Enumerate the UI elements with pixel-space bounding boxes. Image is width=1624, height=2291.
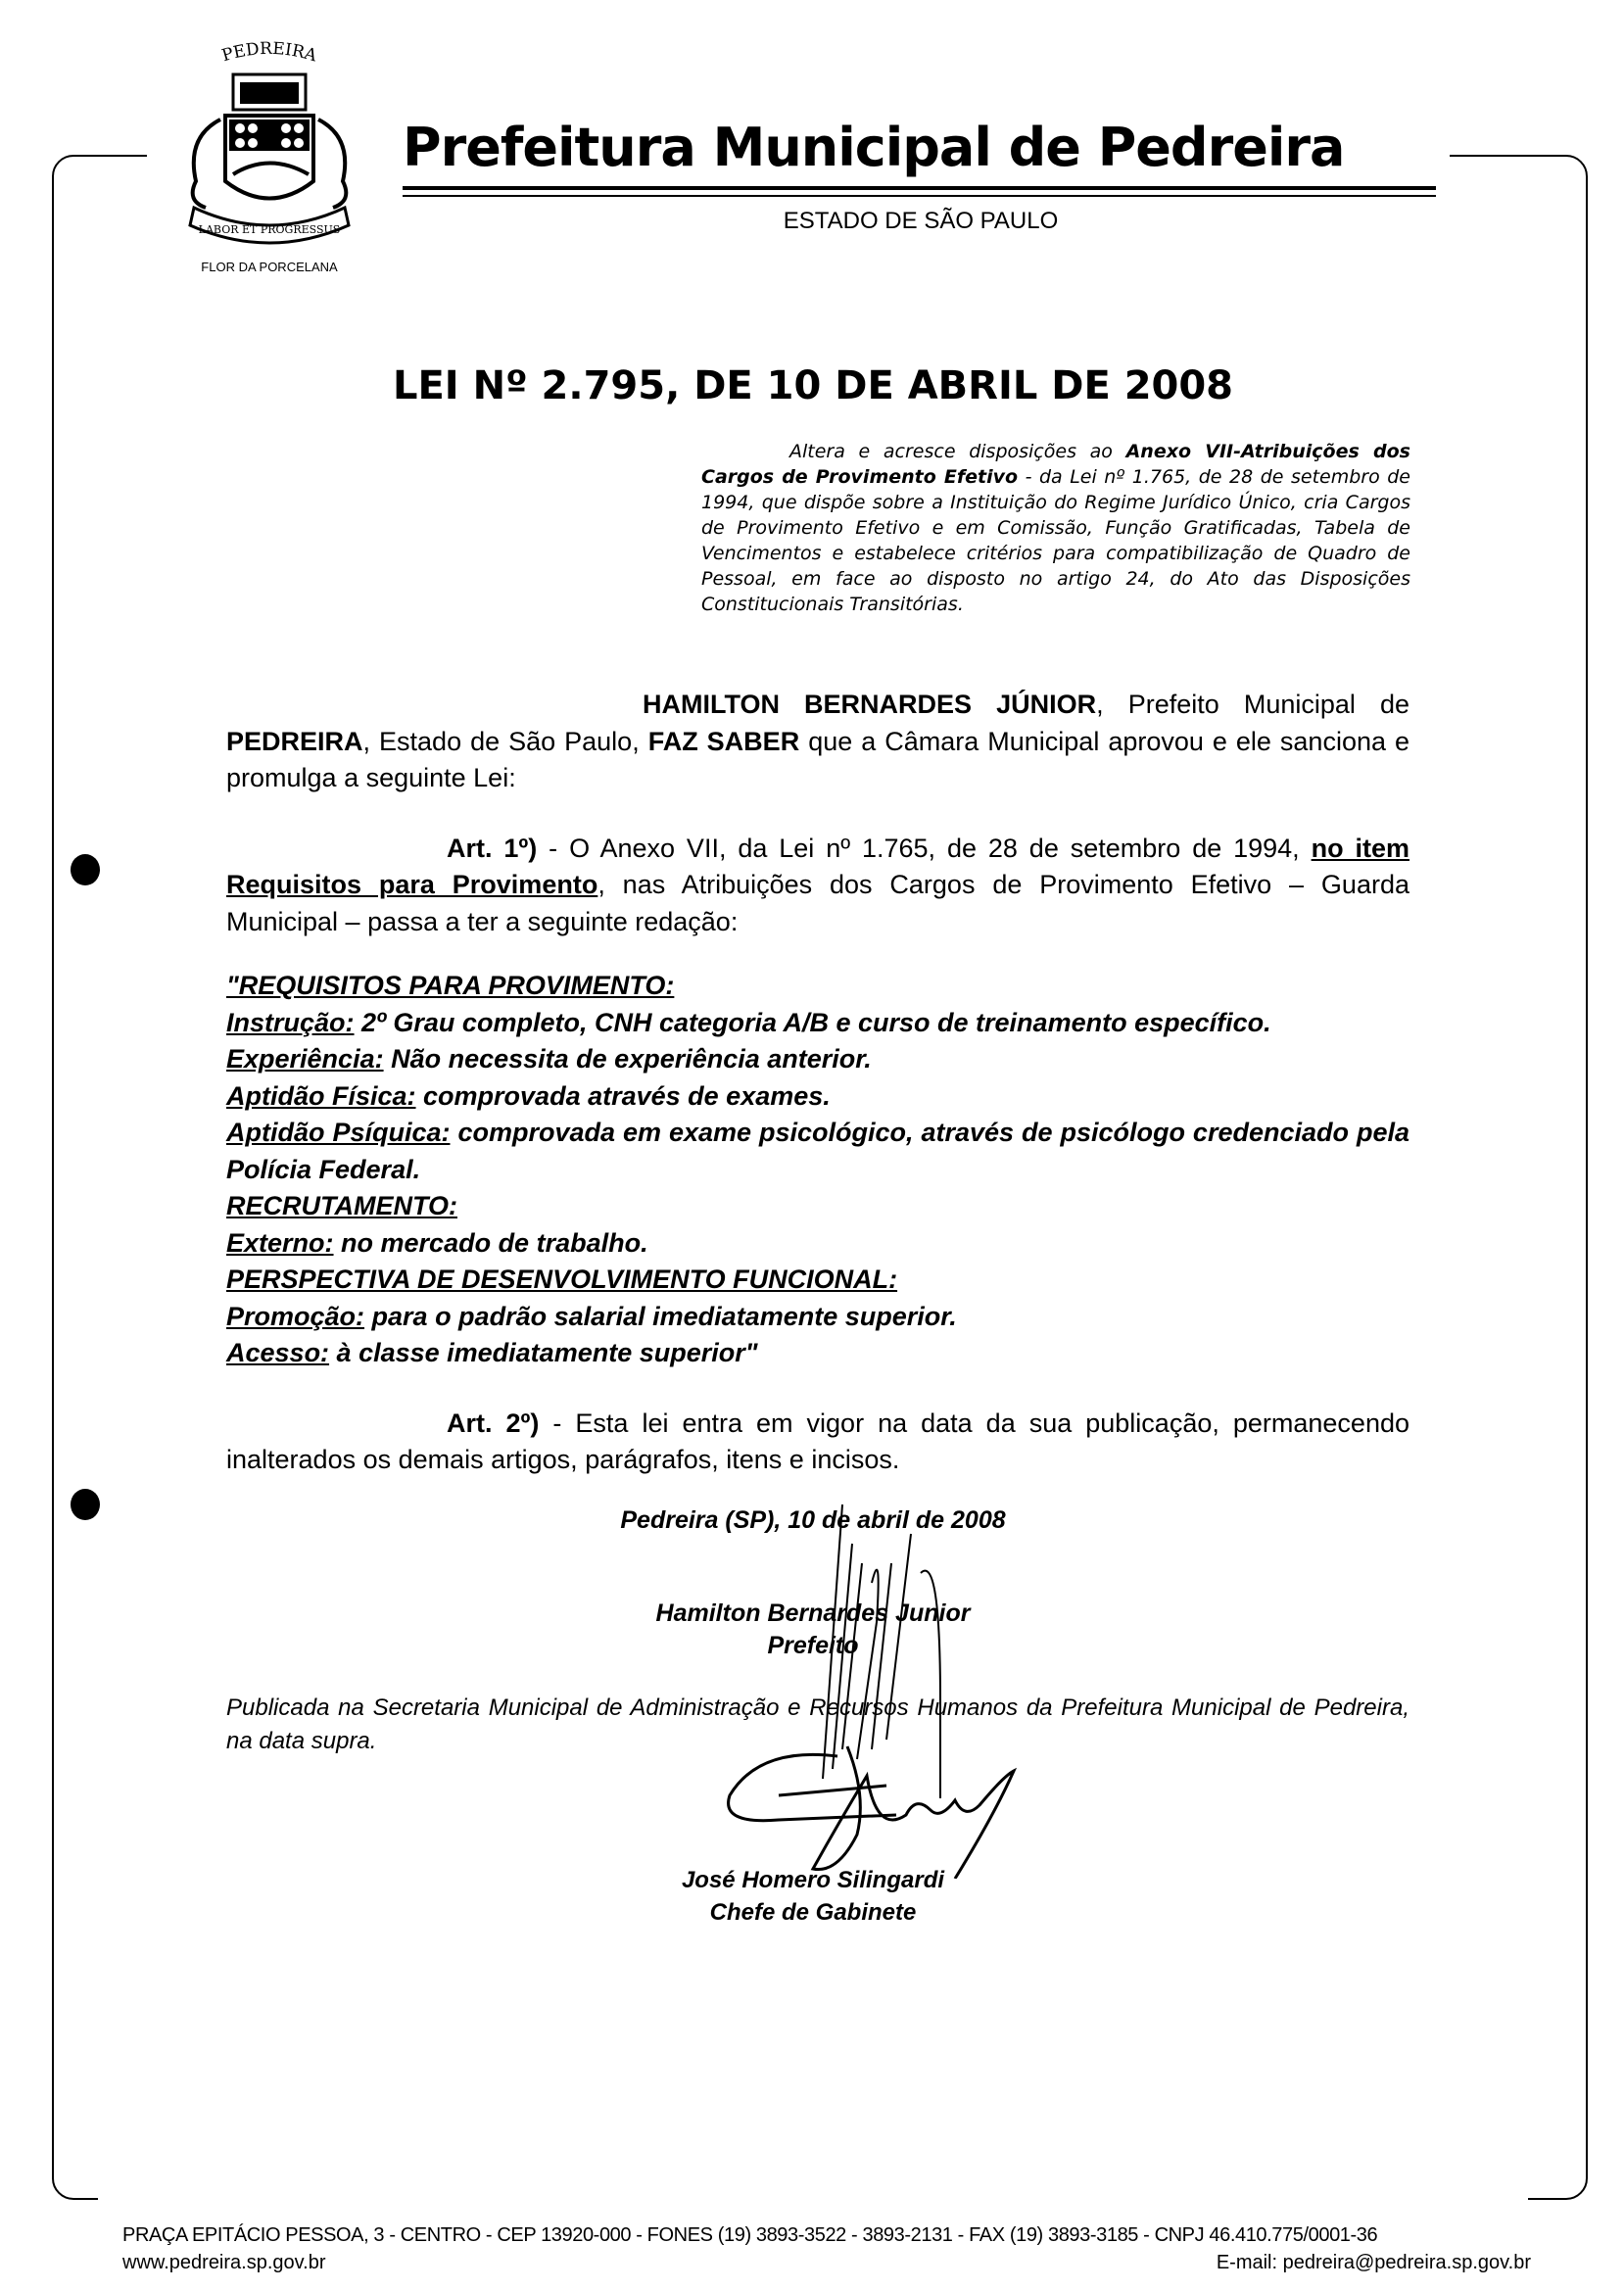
article-label: Art. 1º)	[447, 833, 538, 863]
req-label: Experiência:	[226, 1044, 384, 1074]
req-label: Aptidão Física:	[226, 1080, 416, 1111]
law-summary	[701, 439, 1410, 617]
institution-title: Prefeitura Municipal de Pedreira	[403, 117, 1345, 178]
state-subtitle: ESTADO DE SÃO PAULO	[783, 208, 1059, 234]
preamble-text: , Prefeito Municipal de	[1096, 690, 1409, 719]
chief-name: José Homero Silingardi	[681, 1866, 945, 1893]
article-text: - Esta lei entra em vigor na data da sua publicação, permanecendo inalterados os demais artigos, parágrafos, itens e incisos.	[226, 1408, 1409, 1474]
req-heading-text: PERSPECTIVA DE DESENVOLVIMENTO FUNCIONAL:	[226, 1265, 898, 1294]
faz-saber-bold: FAZ SABER	[647, 726, 800, 756]
req-text: comprovada em exame psicológico, através de psicólogo credenciado pela Polícia Federal.	[226, 1118, 1409, 1184]
summary-text-rest: - da Lei nº 1.765, de 28 de setembro de 1994, que dispõe sobre a Instituição do Regime Jurídico Único, cria Cargos de Provimento Efetivo e em Comissão, Função Gratificadas, Tabela de Vencimentos e estabelece critérios para compatibilização de Quadro de Pessoal, em face ao disposto no artigo 24, do Ato das Disposições Constitucionais Transitórias.	[701, 466, 1410, 615]
chief-signature-block	[226, 1758, 1409, 1929]
req-label: Instrução:	[226, 1007, 355, 1037]
req-label: Aptidão Psíquica:	[226, 1118, 451, 1147]
footer-address: PRAÇA EPITÁCIO PESSOA, 3 - CENTRO - CEP 13920-000 - FONES (19) 3893-3522 - 3893-2131 - FAX (19) 3893-3185 - CNPJ 46.410.775/0001-36	[122, 2224, 1378, 2246]
req-psiquica	[226, 1115, 1409, 1188]
punch-hole-mark	[71, 1489, 100, 1520]
punch-hole-mark	[71, 854, 100, 885]
city-bold: PEDREIRA	[226, 726, 363, 756]
mayor-title: Prefeito	[767, 1631, 859, 1659]
req-acesso	[226, 1335, 1409, 1372]
footer-email[interactable]: E-mail: pedreira@pedreira.sp.gov.br	[1216, 2252, 1531, 2273]
req-label: Acesso:	[226, 1338, 330, 1367]
article-text: - O Anexo VII, da Lei nº 1.765, de 28 de setembro de 1994,	[537, 833, 1312, 863]
article-2	[226, 1406, 1409, 1479]
article-1	[226, 831, 1409, 941]
req-text: para o padrão salarial imediatamente superior.	[364, 1301, 957, 1331]
req-fisica	[226, 1078, 1409, 1116]
document-body	[226, 687, 1409, 1929]
date-line: Pedreira (SP), 10 de abril de 2008	[620, 1505, 1006, 1534]
req-text: comprovada através de exames.	[415, 1080, 831, 1111]
req-text: no mercado de trabalho.	[333, 1227, 648, 1258]
logo-motto: LABOR ET PROGRESSUS	[198, 223, 341, 236]
publication-note: Publicada na Secretaria Municipal de Administração e Recursos Humanos da Prefeitura Municipal de Pedreira, na data supra.	[226, 1694, 1409, 1754]
coat-of-arms-logo	[167, 39, 372, 255]
preamble-text: , Estado de São Paulo,	[362, 726, 648, 756]
req-heading-text: RECRUTAMENTO:	[226, 1191, 457, 1220]
preamble-text: que a Câmara Municipal aprovou e ele sanciona e promulga a seguinte Lei:	[226, 726, 1410, 792]
footer-website[interactable]: www.pedreira.sp.gov.br	[122, 2252, 326, 2273]
requirements-block	[226, 968, 1409, 1372]
mayor-signature-block	[226, 1504, 1409, 1662]
req-externo	[226, 1225, 1409, 1263]
chief-signature-icon	[720, 1737, 1033, 1879]
logo-top-text: PEDREIRA	[219, 39, 319, 67]
border-gap-bottom	[98, 2188, 1528, 2202]
req-promocao	[226, 1299, 1409, 1336]
coat-of-arms-icon	[167, 39, 372, 255]
req-instrucao	[226, 1005, 1409, 1042]
mayor-name: Hamilton Bernardes Junior	[655, 1599, 971, 1627]
recrutamento-heading	[226, 1188, 1409, 1225]
req-heading-text: "REQUISITOS PARA PROVIMENTO:	[226, 971, 675, 1000]
title-rule-thin	[403, 195, 1436, 197]
req-text: Não necessita de experiência anterior.	[383, 1044, 872, 1074]
req-heading	[226, 968, 1409, 1005]
logo-caption-text: FLOR DA PORCELANA	[201, 260, 338, 274]
req-label: Externo:	[226, 1227, 334, 1258]
preamble-paragraph	[226, 687, 1409, 797]
req-text: à classe imediatamente superior"	[329, 1338, 758, 1367]
svg-text:PEDREIRA	[219, 39, 319, 67]
chief-title: Chefe de Gabinete	[709, 1898, 917, 1926]
law-title: LEI Nº 2.795, DE 10 DE ABRIL DE 2008	[392, 363, 1234, 408]
article-text: , nas Atribuições dos Cargos de Provimento Efetivo – Guarda Municipal – passa a ter a seguinte redação:	[226, 870, 1409, 936]
title-rule-thick	[403, 186, 1436, 190]
summary-bold: Anexo VII-Atribuições dos Cargos de Provimento Efetivo	[701, 441, 1410, 488]
req-experiencia	[226, 1041, 1409, 1078]
summary-text: Altera e acresce disposições ao	[789, 441, 1126, 462]
req-label: Promoção:	[226, 1301, 365, 1331]
mayor-name-bold: HAMILTON BERNARDES JÚNIOR	[643, 690, 1097, 719]
perspectiva-heading	[226, 1262, 1409, 1299]
req-text: 2º Grau completo, CNH categoria A/B e curso de treinamento específico.	[354, 1007, 1271, 1037]
article-label: Art. 2º)	[447, 1408, 540, 1438]
article-underlined-text: no item Requisitos para Provimento	[226, 833, 1409, 899]
logo-caption	[201, 261, 338, 274]
